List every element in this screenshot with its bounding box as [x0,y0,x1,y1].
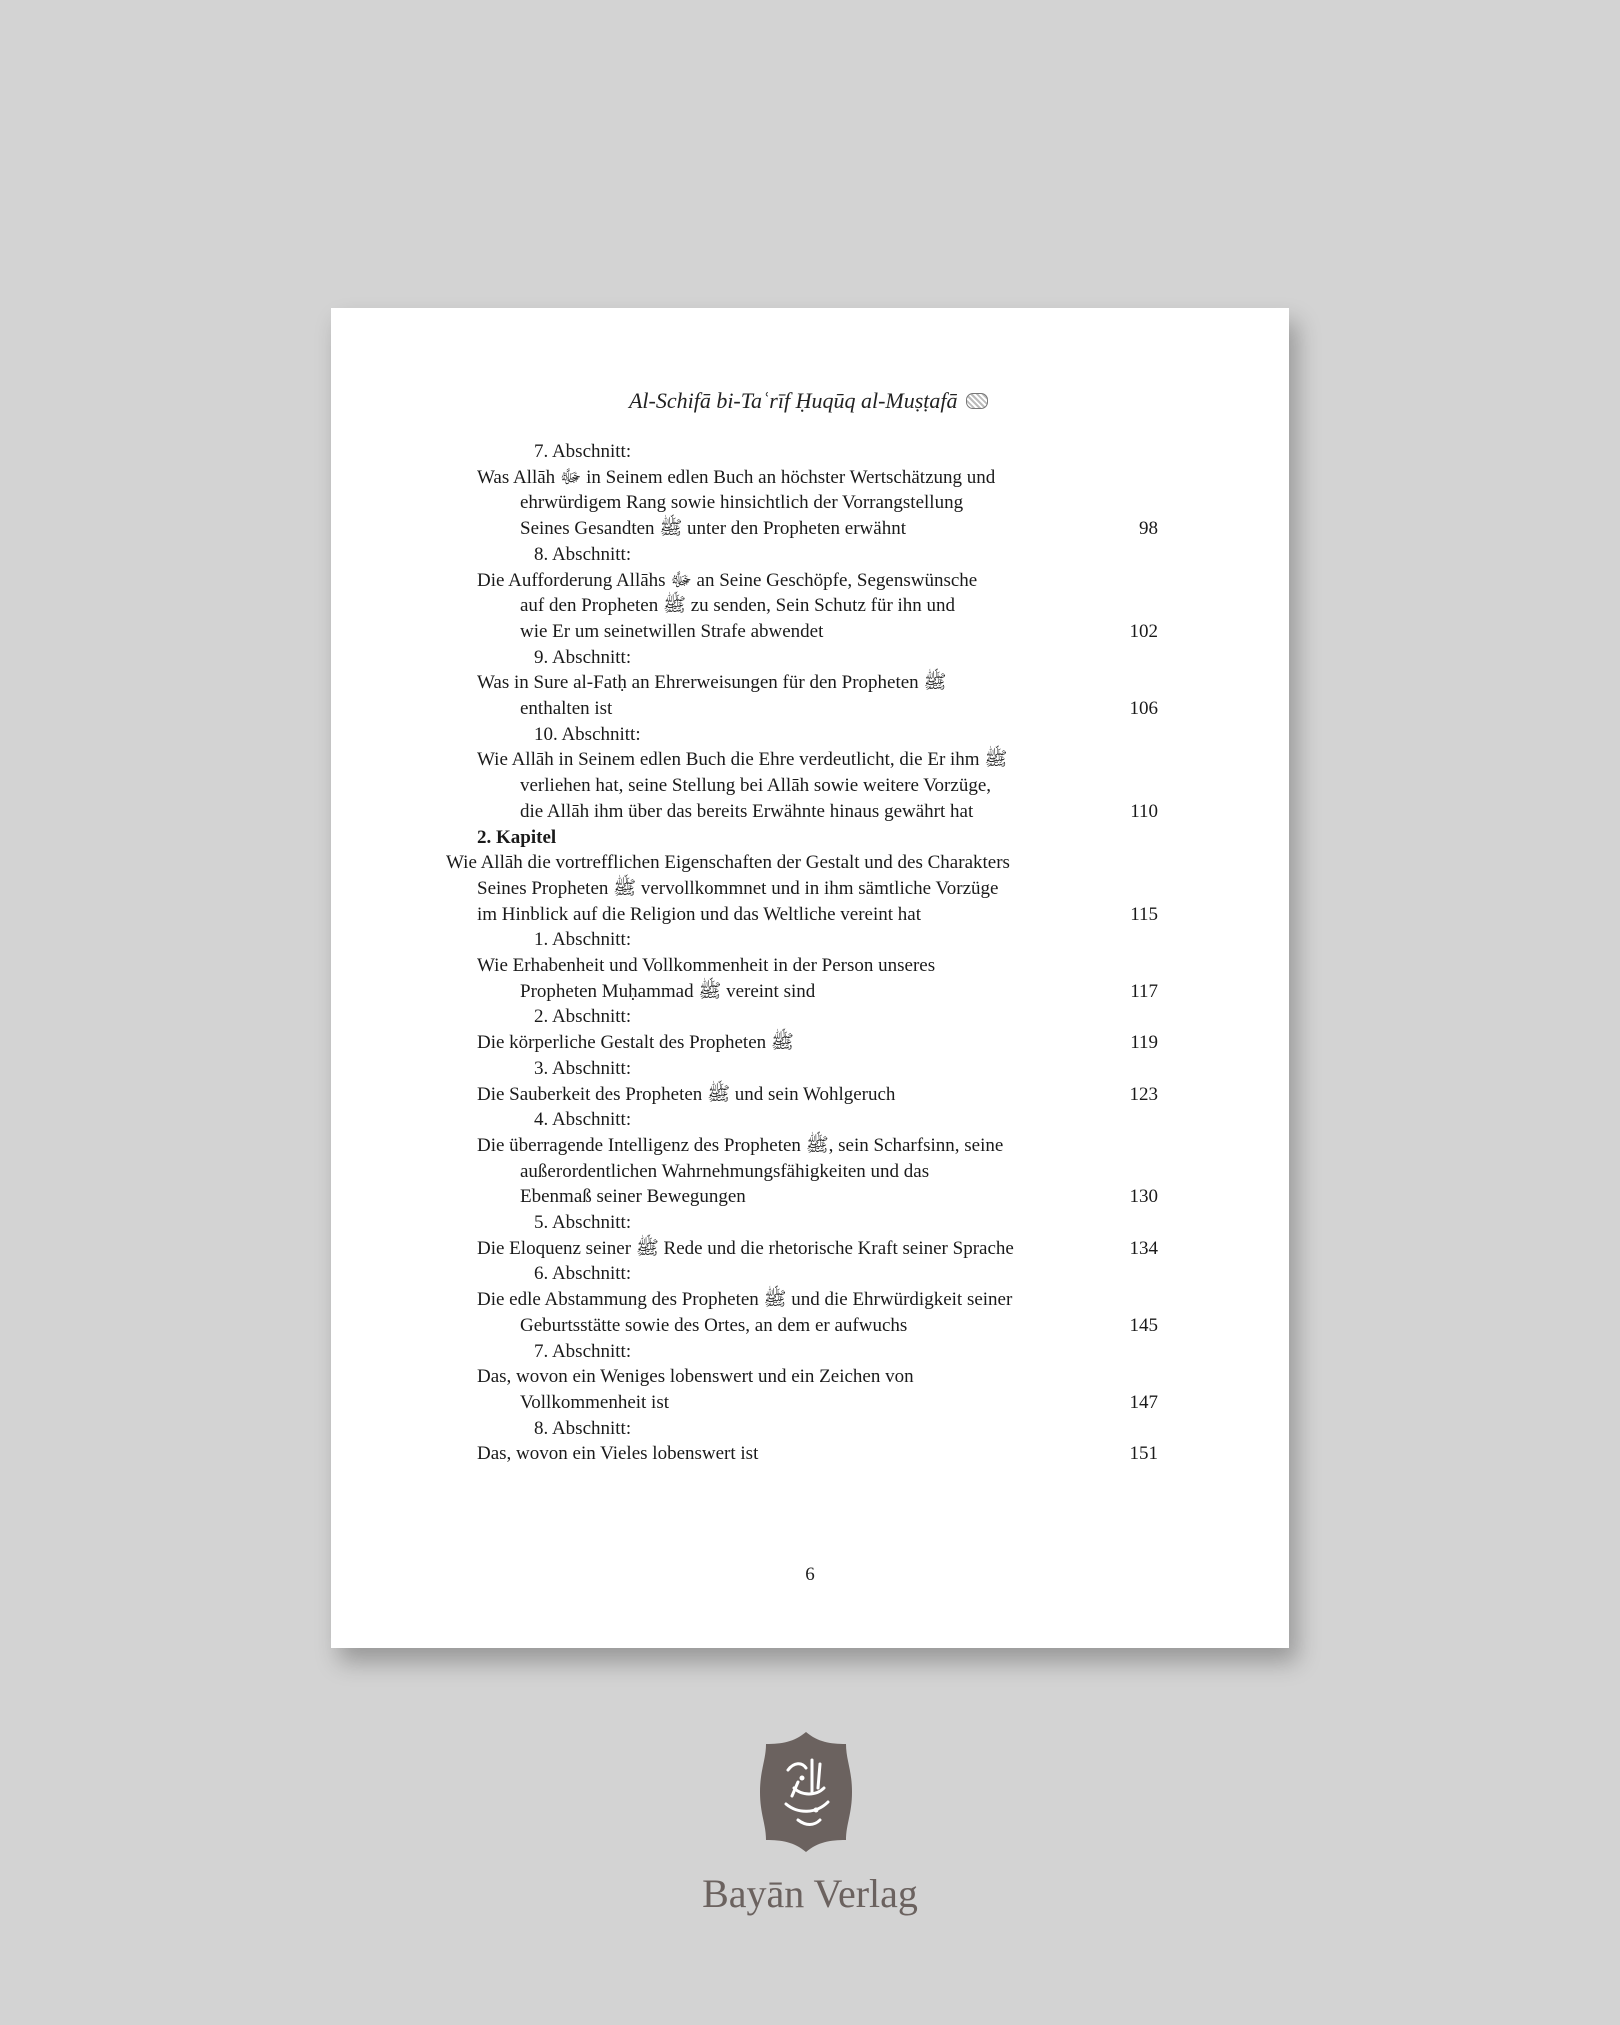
toc-page-number: 119 [1130,1032,1158,1053]
toc-entry: 3. Abschnitt: [534,1058,632,1079]
toc-entry: ehrwürdigem Rang sowie hinsichtlich der Vorrangstellung [520,492,964,513]
toc-entry: 2. Kapitel [477,827,557,848]
toc-entry: Was in Sure al-Fatḥ an Ehrerweisungen für den Propheten ﷺ [477,672,947,693]
toc-entry: Die Eloquenz seiner ﷺ Rede und die rhetorische Kraft seiner Sprache [477,1238,1014,1259]
toc-entry: auf den Propheten ﷺ zu senden, Sein Schutz für ihn und [520,595,956,616]
toc-entry: 5. Abschnitt: [534,1212,632,1233]
toc-page-number: 151 [1129,1443,1158,1464]
toc-entry: 8. Abschnitt: [534,544,632,565]
book-page [331,308,1289,1648]
toc-entry: Wie Erhabenheit und Vollkommenheit in der Person unseres [477,955,936,976]
toc-page-number: 106 [1129,698,1158,719]
running-title [331,388,1289,414]
toc-page-number: 110 [1130,801,1158,822]
toc-entry: Vollkommenheit ist [520,1392,670,1413]
toc-entry: Seines Gesandten ﷺ unter den Propheten erwähnt [520,518,906,539]
toc-entry: wie Er um seinetwillen Strafe abwendet [520,621,824,642]
toc-page-number: 123 [1129,1084,1158,1105]
toc-page-number: 117 [1130,981,1158,1002]
toc-entry: 8. Abschnitt: [534,1418,632,1439]
toc-entry: Ebenmaß seiner Bewegungen [520,1186,746,1207]
toc-entry: 4. Abschnitt: [534,1109,632,1130]
toc-page-number: 98 [1139,518,1158,539]
toc-entry: Geburtsstätte sowie des Ortes, an dem er aufwuchs [520,1315,908,1336]
toc-page-number: 102 [1129,621,1158,642]
toc-entry: Das, wovon ein Weniges lobenswert und ein Zeichen von [477,1366,914,1387]
toc-entry: 9. Abschnitt: [534,647,632,668]
page-number: 6 [805,1564,815,1585]
toc-entry: 6. Abschnitt: [534,1263,632,1284]
salawat-icon [966,393,988,409]
toc-page-number: 134 [1129,1238,1158,1259]
toc-entry: Wie Allāh die vortrefflichen Eigenschaften der Gestalt und des Charakters [446,852,1010,873]
running-title-text: Al-Schifā bi-Taʿrīf Ḥuqūq al-Muṣṭafā [628,388,958,413]
toc-entry: die Allāh ihm über das bereits Erwähnte hinaus gewährt hat [520,801,974,822]
toc-entry: verliehen hat, seine Stellung bei Allāh sowie weitere Vorzüge, [520,775,992,796]
toc-entry: im Hinblick auf die Religion und das Weltliche vereint hat [477,904,921,925]
toc-entry: Die überragende Intelligenz des Propheten ﷺ, sein Scharfsinn, seine [477,1135,1004,1156]
toc-page-number: 145 [1129,1315,1158,1336]
toc-entry: enthalten ist [520,698,613,719]
toc-entry: Wie Allāh in Seinem edlen Buch die Ehre verdeutlicht, die Er ihm ﷺ [477,749,1008,770]
toc-page-number: 147 [1129,1392,1158,1413]
toc-entry: Seines Propheten ﷺ vervollkommnet und in ihm sämtliche Vorzüge [477,878,999,899]
toc-entry: Propheten Muḥammad ﷺ vereint sind [520,981,816,1002]
toc-page-number: 130 [1129,1186,1158,1207]
toc-entry: Das, wovon ein Vieles lobenswert ist [477,1443,759,1464]
toc-entry: Was Allāh ﷻ in Seinem edlen Buch an höchster Wertschätzung und [477,467,996,488]
toc-entry: 10. Abschnitt: [534,724,641,745]
publisher-name: Bayān Verlag [702,1871,918,1916]
toc-entry: 7. Abschnitt: [534,441,632,462]
toc-entry: 2. Abschnitt: [534,1006,632,1027]
toc-entry: Die Sauberkeit des Propheten ﷺ und sein Wohlgeruch [477,1084,896,1105]
toc-entry: Die edle Abstammung des Propheten ﷺ und die Ehrwürdigkeit seiner [477,1289,1013,1310]
toc-entry: 1. Abschnitt: [534,929,632,950]
toc-entry: außerordentlichen Wahrnehmungsfähigkeiten und das [520,1161,930,1182]
toc-entry: Die körperliche Gestalt des Propheten ﷺ [477,1032,794,1053]
toc-page-number: 115 [1130,904,1158,925]
toc-entry: 7. Abschnitt: [534,1341,632,1362]
calligraphy-emblem-icon [758,1730,854,1854]
toc-entry: Die Aufforderung Allāhs ﷻ an Seine Geschöpfe, Segenswünsche [477,570,978,591]
